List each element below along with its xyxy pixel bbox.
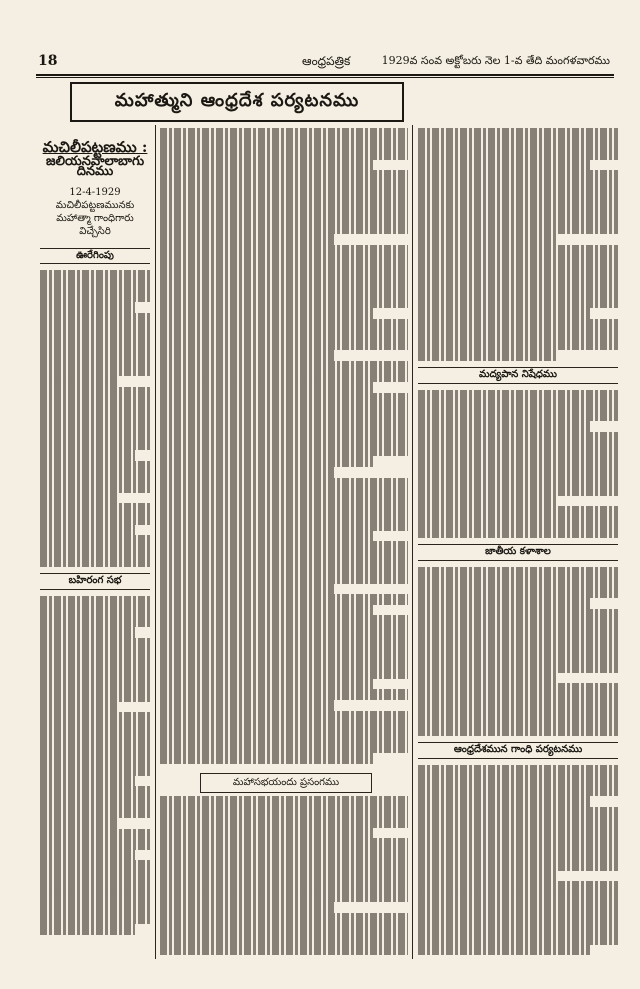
text-line (160, 531, 373, 542)
text-line (40, 617, 150, 628)
text-line (40, 680, 150, 691)
text-line (418, 517, 618, 528)
text-line (418, 577, 618, 588)
text-line (160, 149, 408, 160)
text-line (40, 323, 150, 334)
text-line (418, 828, 618, 839)
text-line (160, 615, 408, 626)
text-line (418, 350, 558, 361)
text-line (40, 691, 150, 702)
text-line (160, 456, 373, 467)
text-line (418, 496, 558, 507)
text-line (40, 366, 150, 377)
text-line (418, 934, 618, 945)
text-line (418, 128, 618, 139)
body-text (40, 596, 150, 935)
text-line (160, 287, 408, 298)
text-line (160, 488, 408, 499)
text-line (160, 520, 408, 531)
text-line (160, 668, 408, 679)
dateline: 1929వ సంవ అక్టోబరు నెల 1-వ తేది మంగళవారము (381, 54, 610, 67)
text-line (418, 913, 618, 924)
text-line (40, 408, 150, 419)
text-line (160, 647, 408, 658)
text-line (40, 387, 150, 398)
text-line (40, 429, 150, 440)
text-line (418, 694, 618, 705)
column-3 (418, 128, 618, 958)
place-heading: మచిలీపట్టణము : (42, 138, 148, 156)
text-line (418, 641, 618, 652)
header-rule (36, 74, 614, 76)
banner-title: మహాత్ముని ఆంధ్రదేశ పర్యటనము (70, 82, 404, 122)
text-line (160, 350, 334, 361)
text-line (40, 546, 150, 557)
text-line (40, 903, 150, 914)
text-line (160, 732, 408, 743)
body-text (418, 765, 618, 956)
text-line (160, 742, 408, 753)
text-line (160, 478, 408, 489)
text-line (418, 411, 618, 422)
text-line (40, 818, 117, 829)
text-line (160, 584, 334, 595)
text-line (418, 213, 618, 224)
text-line (160, 276, 408, 287)
text-line (40, 493, 117, 504)
text-line (40, 355, 150, 366)
text-line (40, 419, 150, 430)
text-line (160, 870, 408, 881)
text-line (40, 376, 117, 387)
text-line (40, 556, 150, 567)
text-line (40, 712, 150, 723)
column-1 (40, 134, 150, 959)
text-line (418, 849, 618, 860)
text-line (160, 849, 408, 860)
text-line (418, 620, 618, 631)
body-text (418, 567, 618, 737)
text-line (40, 829, 150, 840)
header-rule-thin (36, 77, 614, 78)
text-line (40, 670, 150, 681)
text-line (40, 472, 150, 483)
text-line (418, 474, 618, 485)
text-line (418, 527, 618, 538)
text-line (160, 223, 408, 234)
text-line (160, 266, 408, 277)
text-line (418, 860, 618, 871)
text-line (40, 514, 150, 525)
text-line (40, 882, 150, 893)
text-line (418, 924, 618, 935)
text-line (160, 202, 408, 213)
text-line (160, 499, 408, 510)
text-line (160, 393, 408, 404)
date-line: 12-4-1929 మచిలీపట్టణమునకు (55, 186, 135, 211)
text-line (418, 329, 618, 340)
text-line (418, 255, 618, 266)
text-line (40, 755, 150, 766)
text-line (160, 753, 373, 764)
text-line (160, 160, 373, 171)
text-line (418, 390, 618, 401)
text-line (160, 902, 334, 913)
text-line (160, 372, 408, 383)
text-line (40, 892, 150, 903)
text-line (160, 139, 408, 150)
text-line (40, 638, 150, 649)
text-line (160, 913, 408, 924)
paper-name: ఆంధ్రపత్రిక (302, 54, 351, 68)
text-line (160, 128, 408, 139)
text-line (160, 382, 373, 393)
text-line (40, 334, 150, 345)
body-text (418, 390, 618, 538)
text-line (160, 700, 334, 711)
text-line (418, 234, 558, 245)
text-line (160, 944, 408, 955)
text-line (418, 400, 618, 411)
text-line (160, 509, 408, 520)
text-line (418, 266, 618, 277)
text-line (418, 796, 590, 807)
text-line (160, 796, 408, 807)
text-line (418, 432, 618, 443)
text-line (40, 281, 150, 292)
text-line (418, 181, 618, 192)
section-heading-procession: ఊరేగింపు (40, 248, 150, 265)
text-line (160, 435, 408, 446)
date-block (40, 186, 150, 238)
text-line (418, 567, 618, 578)
text-line (418, 506, 618, 517)
body-text (160, 796, 408, 955)
text-line (160, 467, 334, 478)
text-line (40, 702, 117, 713)
text-line (418, 464, 618, 475)
text-line (40, 744, 150, 755)
text-line (418, 453, 618, 464)
text-line (160, 594, 408, 605)
text-line (160, 891, 408, 902)
text-line (160, 658, 408, 669)
text-line (160, 446, 408, 457)
column-2-lower (160, 796, 408, 961)
column-divider (412, 125, 413, 959)
text-line (40, 776, 135, 787)
text-line (40, 440, 150, 451)
text-line (418, 160, 590, 171)
text-line (160, 361, 408, 372)
text-line (160, 192, 408, 203)
text-line (418, 287, 618, 298)
text-line (40, 649, 150, 660)
text-line (418, 807, 618, 818)
text-line (418, 945, 590, 956)
text-line (160, 562, 408, 573)
text-line (418, 683, 618, 694)
body-text (418, 128, 618, 361)
text-line (418, 892, 618, 903)
text-line (40, 850, 135, 861)
text-line (160, 828, 373, 839)
text-line (40, 871, 150, 882)
text-line (418, 443, 618, 454)
text-line (418, 223, 618, 234)
text-line (160, 817, 408, 828)
day-heading: జలియనవాలాబాగు దినము (45, 153, 145, 180)
text-line (40, 765, 150, 776)
text-line (40, 292, 150, 303)
text-line (40, 398, 150, 409)
text-line (160, 181, 408, 192)
text-line (418, 588, 618, 599)
text-line (40, 450, 135, 461)
text-line (160, 626, 408, 637)
text-line (418, 902, 618, 913)
text-line (160, 308, 373, 319)
text-line (418, 630, 618, 641)
section-heading-national-college: జాతీయ కళాశాల (418, 544, 618, 561)
text-line (40, 627, 135, 638)
boxed-heading: మహాసభయందు ప్రసంగము (200, 773, 372, 793)
text-line (418, 485, 618, 496)
text-line (40, 723, 150, 734)
text-line (160, 340, 408, 351)
text-line (418, 651, 618, 662)
text-line (160, 255, 408, 266)
text-line (418, 715, 618, 726)
text-line (418, 421, 590, 432)
text-line (160, 689, 408, 700)
text-line (40, 807, 150, 818)
text-line (160, 329, 408, 340)
text-line (418, 319, 618, 330)
text-line (160, 403, 408, 414)
text-line (40, 482, 150, 493)
text-line (418, 598, 590, 609)
text-line (418, 202, 618, 213)
text-line (160, 679, 373, 690)
text-line (40, 302, 135, 313)
text-line (160, 298, 408, 309)
text-line (40, 270, 150, 281)
text-line (40, 659, 150, 670)
text-line (40, 797, 150, 808)
text-line (160, 721, 408, 732)
text-line (418, 170, 618, 181)
section-heading-public-meeting: బహిరంగ సభ (40, 573, 150, 590)
text-line (40, 313, 150, 324)
text-line (40, 924, 135, 935)
text-line (40, 860, 150, 871)
text-line (40, 786, 150, 797)
text-line (418, 308, 590, 319)
text-line (418, 340, 618, 351)
text-line (40, 839, 150, 850)
section-heading-addresses: ఆంధ్రదేశమున గాంధి పర్యటనము (418, 742, 618, 759)
text-line (160, 881, 408, 892)
date-line-2: మహాత్మా గాంధిగారు విచ్చేసిరి (56, 212, 134, 237)
text-line (160, 170, 408, 181)
text-line (418, 881, 618, 892)
text-line (160, 414, 408, 425)
text-line (418, 725, 618, 736)
text-line (160, 838, 408, 849)
text-line (160, 213, 408, 224)
running-head (34, 50, 616, 72)
text-line (160, 425, 408, 436)
text-line (418, 818, 618, 829)
text-line (418, 298, 618, 309)
text-line (40, 596, 150, 607)
text-line (418, 662, 618, 673)
text-line (160, 637, 408, 648)
column-divider (155, 125, 156, 959)
text-line (160, 541, 408, 552)
text-line (418, 673, 558, 684)
text-line (40, 733, 150, 744)
text-line (160, 860, 408, 871)
text-line (418, 839, 618, 850)
text-line (40, 606, 150, 617)
body-text (160, 128, 408, 764)
text-line (418, 192, 618, 203)
page-number: 18 (38, 53, 58, 69)
text-line (418, 765, 618, 776)
text-line (40, 535, 150, 546)
text-line (418, 139, 618, 150)
text-line (418, 704, 618, 715)
text-line (160, 573, 408, 584)
column-2 (160, 128, 408, 768)
section-heading-prohibition: మద్యపాన నిషేధము (418, 367, 618, 384)
text-line (418, 276, 618, 287)
text-line (418, 149, 618, 160)
text-line (160, 934, 408, 945)
text-line (160, 245, 408, 256)
text-line (40, 345, 150, 356)
text-line (160, 807, 408, 818)
text-line (40, 525, 135, 536)
text-line (418, 871, 558, 882)
body-text (40, 270, 150, 567)
text-line (160, 552, 408, 563)
text-line (160, 605, 373, 616)
text-line (418, 245, 618, 256)
text-line (418, 775, 618, 786)
text-line (160, 234, 334, 245)
text-line (160, 923, 408, 934)
text-line (40, 913, 150, 924)
text-line (40, 503, 150, 514)
text-line (160, 319, 408, 330)
text-line (160, 711, 408, 722)
text-line (40, 461, 150, 472)
text-line (418, 609, 618, 620)
text-line (418, 786, 618, 797)
